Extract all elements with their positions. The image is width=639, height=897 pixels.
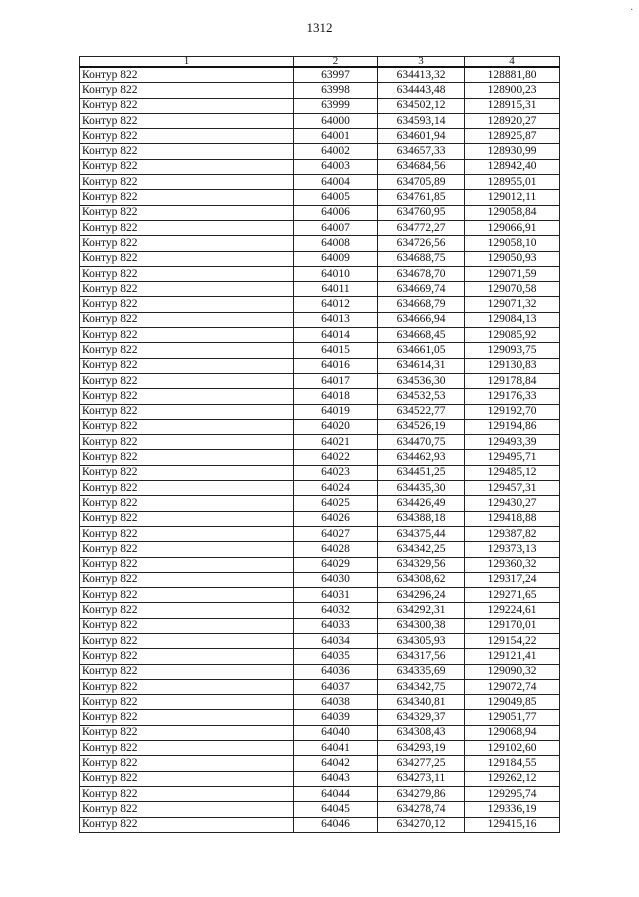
y-coordinate-cell: 129051,77	[465, 710, 560, 725]
point-number-cell: 64011	[294, 282, 378, 297]
point-number-cell: 64009	[294, 251, 378, 266]
y-coordinate-cell: 129058,84	[465, 205, 560, 220]
point-number-cell: 64003	[294, 159, 378, 174]
contour-name-cell: Контур 822	[80, 312, 294, 327]
table-row	[80, 603, 560, 618]
point-number-cell: 64042	[294, 756, 378, 771]
point-number-cell: 64027	[294, 526, 378, 541]
point-number-cell: 64018	[294, 389, 378, 404]
table-row	[80, 511, 560, 526]
x-coordinate-cell: 634278,74	[378, 802, 465, 817]
point-number-cell: 64044	[294, 786, 378, 801]
point-number-cell: 64039	[294, 710, 378, 725]
contour-name-cell: Контур 822	[80, 83, 294, 98]
point-number-cell: 64038	[294, 695, 378, 710]
x-coordinate-cell: 634305,93	[378, 633, 465, 648]
contour-name-cell: Контур 822	[80, 741, 294, 756]
contour-name-cell: Контур 822	[80, 603, 294, 618]
x-coordinate-cell: 634614,31	[378, 358, 465, 373]
table-row	[80, 741, 560, 756]
x-coordinate-cell: 634526,19	[378, 419, 465, 434]
table-row	[80, 695, 560, 710]
y-coordinate-cell: 129090,32	[465, 664, 560, 679]
y-coordinate-cell: 129485,12	[465, 465, 560, 480]
x-coordinate-cell: 634293,19	[378, 741, 465, 756]
y-coordinate-cell: 128955,01	[465, 175, 560, 190]
y-coordinate-cell: 129262,12	[465, 771, 560, 786]
table-row	[80, 542, 560, 557]
x-coordinate-cell: 634308,43	[378, 725, 465, 740]
point-number-cell: 64041	[294, 741, 378, 756]
point-number-cell: 64043	[294, 771, 378, 786]
y-coordinate-cell: 128920,27	[465, 113, 560, 128]
table-row	[80, 159, 560, 174]
table-row	[80, 633, 560, 648]
table-row	[80, 756, 560, 771]
table-row	[80, 98, 560, 113]
y-coordinate-cell: 129178,84	[465, 373, 560, 388]
y-coordinate-cell: 129495,71	[465, 450, 560, 465]
point-number-cell: 64008	[294, 236, 378, 251]
x-coordinate-cell: 634593,14	[378, 113, 465, 128]
contour-name-cell: Контур 822	[80, 129, 294, 144]
y-coordinate-cell: 129058,10	[465, 236, 560, 251]
table-row	[80, 175, 560, 190]
y-coordinate-cell: 129194,86	[465, 419, 560, 434]
y-coordinate-cell: 129084,13	[465, 312, 560, 327]
x-coordinate-cell: 634388,18	[378, 511, 465, 526]
contour-name-cell: Контур 822	[80, 542, 294, 557]
header-col-4: 4	[465, 57, 560, 68]
table-row	[80, 282, 560, 297]
table-row	[80, 618, 560, 633]
x-coordinate-cell: 634661,05	[378, 343, 465, 358]
contour-name-cell: Контур 822	[80, 419, 294, 434]
x-coordinate-cell: 634329,37	[378, 710, 465, 725]
table-row	[80, 312, 560, 327]
contour-name-cell: Контур 822	[80, 725, 294, 740]
table-row	[80, 144, 560, 159]
table-row	[80, 679, 560, 694]
contour-name-cell: Контур 822	[80, 190, 294, 205]
x-coordinate-cell: 634462,93	[378, 450, 465, 465]
x-coordinate-cell: 634502,12	[378, 98, 465, 113]
contour-name-cell: Контур 822	[80, 756, 294, 771]
x-coordinate-cell: 634342,75	[378, 679, 465, 694]
point-number-cell: 64012	[294, 297, 378, 312]
contour-name-cell: Контур 822	[80, 465, 294, 480]
point-number-cell: 64021	[294, 435, 378, 450]
contour-name-cell: Контур 822	[80, 710, 294, 725]
point-number-cell: 64017	[294, 373, 378, 388]
y-coordinate-cell: 129072,74	[465, 679, 560, 694]
y-coordinate-cell: 129050,93	[465, 251, 560, 266]
table-row	[80, 404, 560, 419]
header-row	[80, 57, 560, 68]
point-number-cell: 64026	[294, 511, 378, 526]
coordinates-table	[79, 56, 560, 833]
contour-name-cell: Контур 822	[80, 526, 294, 541]
contour-name-cell: Контур 822	[80, 450, 294, 465]
x-coordinate-cell: 634760,95	[378, 205, 465, 220]
contour-name-cell: Контур 822	[80, 679, 294, 694]
contour-name-cell: Контур 822	[80, 282, 294, 297]
point-number-cell: 64046	[294, 817, 378, 832]
y-coordinate-cell: 129457,31	[465, 481, 560, 496]
contour-name-cell: Контур 822	[80, 144, 294, 159]
page-number: 1312	[306, 20, 333, 35]
contour-name-cell: Контур 822	[80, 649, 294, 664]
y-coordinate-cell: 129093,75	[465, 343, 560, 358]
x-coordinate-cell: 634435,30	[378, 481, 465, 496]
point-number-cell: 64029	[294, 557, 378, 572]
point-number-cell: 64006	[294, 205, 378, 220]
table-row	[80, 786, 560, 801]
contour-name-cell: Контур 822	[80, 588, 294, 603]
contour-name-cell: Контур 822	[80, 633, 294, 648]
y-coordinate-cell: 129415,16	[465, 817, 560, 832]
point-number-cell: 64000	[294, 113, 378, 128]
table-row	[80, 526, 560, 541]
y-coordinate-cell: 129068,94	[465, 725, 560, 740]
x-coordinate-cell: 634317,56	[378, 649, 465, 664]
x-coordinate-cell: 634726,56	[378, 236, 465, 251]
table-row	[80, 113, 560, 128]
x-coordinate-cell: 634340,81	[378, 695, 465, 710]
y-coordinate-cell: 128942,40	[465, 159, 560, 174]
x-coordinate-cell: 634657,33	[378, 144, 465, 159]
y-coordinate-cell: 128915,31	[465, 98, 560, 113]
table-body	[80, 67, 560, 832]
contour-name-cell: Контур 822	[80, 343, 294, 358]
y-coordinate-cell: 129066,91	[465, 220, 560, 235]
x-coordinate-cell: 634335,69	[378, 664, 465, 679]
x-coordinate-cell: 634292,31	[378, 603, 465, 618]
point-number-cell: 64023	[294, 465, 378, 480]
contour-name-cell: Контур 822	[80, 481, 294, 496]
contour-name-cell: Контур 822	[80, 572, 294, 587]
table-row	[80, 817, 560, 832]
y-coordinate-cell: 129049,85	[465, 695, 560, 710]
point-number-cell: 64004	[294, 175, 378, 190]
y-coordinate-cell: 128930,99	[465, 144, 560, 159]
y-coordinate-cell: 129071,59	[465, 266, 560, 281]
contour-name-cell: Контур 822	[80, 786, 294, 801]
y-coordinate-cell: 129317,24	[465, 572, 560, 587]
contour-name-cell: Контур 822	[80, 435, 294, 450]
table-row	[80, 496, 560, 511]
point-number-cell: 64001	[294, 129, 378, 144]
table-row	[80, 771, 560, 786]
contour-name-cell: Контур 822	[80, 205, 294, 220]
header-col-1: 1	[80, 57, 294, 68]
x-coordinate-cell: 634666,94	[378, 312, 465, 327]
y-coordinate-cell: 129130,83	[465, 358, 560, 373]
header-col-2: 2	[294, 57, 378, 68]
x-coordinate-cell: 634684,56	[378, 159, 465, 174]
x-coordinate-cell: 634342,25	[378, 542, 465, 557]
y-coordinate-cell: 129493,39	[465, 435, 560, 450]
table-row	[80, 450, 560, 465]
contour-name-cell: Контур 822	[80, 175, 294, 190]
point-number-cell: 64032	[294, 603, 378, 618]
x-coordinate-cell: 634300,38	[378, 618, 465, 633]
x-coordinate-cell: 634270,12	[378, 817, 465, 832]
x-coordinate-cell: 634668,45	[378, 328, 465, 343]
point-number-cell: 64019	[294, 404, 378, 419]
table-row	[80, 802, 560, 817]
x-coordinate-cell: 634705,89	[378, 175, 465, 190]
point-number-cell: 64040	[294, 725, 378, 740]
y-coordinate-cell: 129121,41	[465, 649, 560, 664]
x-coordinate-cell: 634532,53	[378, 389, 465, 404]
table-row	[80, 83, 560, 98]
y-coordinate-cell: 129102,60	[465, 741, 560, 756]
y-coordinate-cell: 129360,32	[465, 557, 560, 572]
contour-name-cell: Контур 822	[80, 236, 294, 251]
table-row	[80, 435, 560, 450]
table-row	[80, 572, 560, 587]
contour-name-cell: Контур 822	[80, 220, 294, 235]
point-number-cell: 64034	[294, 633, 378, 648]
contour-name-cell: Контур 822	[80, 802, 294, 817]
contour-name-cell: Контур 822	[80, 664, 294, 679]
y-coordinate-cell: 128925,87	[465, 129, 560, 144]
table-row	[80, 664, 560, 679]
point-number-cell: 64010	[294, 266, 378, 281]
point-number-cell: 64031	[294, 588, 378, 603]
x-coordinate-cell: 634273,11	[378, 771, 465, 786]
table-header	[80, 57, 560, 68]
point-number-cell: 64024	[294, 481, 378, 496]
x-coordinate-cell: 634668,79	[378, 297, 465, 312]
x-coordinate-cell: 634678,70	[378, 266, 465, 281]
contour-name-cell: Контур 822	[80, 771, 294, 786]
point-number-cell: 64016	[294, 358, 378, 373]
y-coordinate-cell: 129184,55	[465, 756, 560, 771]
y-coordinate-cell: 129373,13	[465, 542, 560, 557]
contour-name-cell: Контур 822	[80, 817, 294, 832]
table-row	[80, 481, 560, 496]
point-number-cell: 63998	[294, 83, 378, 98]
x-coordinate-cell: 634296,24	[378, 588, 465, 603]
x-coordinate-cell: 634688,75	[378, 251, 465, 266]
contour-name-cell: Контур 822	[80, 358, 294, 373]
table-row	[80, 725, 560, 740]
table-row	[80, 129, 560, 144]
x-coordinate-cell: 634329,56	[378, 557, 465, 572]
y-coordinate-cell: 129418,88	[465, 511, 560, 526]
table-row	[80, 710, 560, 725]
table-row	[80, 67, 560, 83]
point-number-cell: 64007	[294, 220, 378, 235]
point-number-cell: 64045	[294, 802, 378, 817]
contour-name-cell: Контур 822	[80, 557, 294, 572]
y-coordinate-cell: 129387,82	[465, 526, 560, 541]
point-number-cell: 64022	[294, 450, 378, 465]
x-coordinate-cell: 634443,48	[378, 83, 465, 98]
contour-name-cell: Контур 822	[80, 328, 294, 343]
y-coordinate-cell: 129176,33	[465, 389, 560, 404]
x-coordinate-cell: 634279,86	[378, 786, 465, 801]
contour-name-cell: Контур 822	[80, 67, 294, 83]
contour-name-cell: Контур 822	[80, 251, 294, 266]
table-row	[80, 557, 560, 572]
table-row	[80, 649, 560, 664]
table-row	[80, 297, 560, 312]
y-coordinate-cell: 129012,11	[465, 190, 560, 205]
table-row	[80, 373, 560, 388]
point-number-cell: 64028	[294, 542, 378, 557]
point-number-cell: 64036	[294, 664, 378, 679]
point-number-cell: 63999	[294, 98, 378, 113]
point-number-cell: 64030	[294, 572, 378, 587]
x-coordinate-cell: 634601,94	[378, 129, 465, 144]
x-coordinate-cell: 634451,25	[378, 465, 465, 480]
point-number-cell: 64033	[294, 618, 378, 633]
contour-name-cell: Контур 822	[80, 389, 294, 404]
point-number-cell: 64014	[294, 328, 378, 343]
y-coordinate-cell: 129336,19	[465, 802, 560, 817]
x-coordinate-cell: 634536,30	[378, 373, 465, 388]
contour-name-cell: Контур 822	[80, 159, 294, 174]
x-coordinate-cell: 634761,85	[378, 190, 465, 205]
x-coordinate-cell: 634470,75	[378, 435, 465, 450]
table-row	[80, 236, 560, 251]
table-row	[80, 205, 560, 220]
table-row	[80, 266, 560, 281]
point-number-cell: 64015	[294, 343, 378, 358]
y-coordinate-cell: 129154,22	[465, 633, 560, 648]
table-row	[80, 328, 560, 343]
point-number-cell: 64035	[294, 649, 378, 664]
y-coordinate-cell: 129070,58	[465, 282, 560, 297]
x-coordinate-cell: 634522,77	[378, 404, 465, 419]
point-number-cell: 64005	[294, 190, 378, 205]
table-row	[80, 465, 560, 480]
contour-name-cell: Контур 822	[80, 404, 294, 419]
y-coordinate-cell: 129071,32	[465, 297, 560, 312]
contour-name-cell: Контур 822	[80, 373, 294, 388]
contour-name-cell: Контур 822	[80, 511, 294, 526]
y-coordinate-cell: 129271,65	[465, 588, 560, 603]
header-col-3: 3	[378, 57, 465, 68]
contour-name-cell: Контур 822	[80, 266, 294, 281]
contour-name-cell: Контур 822	[80, 695, 294, 710]
point-number-cell: 64020	[294, 419, 378, 434]
table-row	[80, 588, 560, 603]
x-coordinate-cell: 634277,25	[378, 756, 465, 771]
point-number-cell: 64025	[294, 496, 378, 511]
point-number-cell: 63997	[294, 67, 378, 83]
x-coordinate-cell: 634413,32	[378, 67, 465, 83]
point-number-cell: 64013	[294, 312, 378, 327]
table-row	[80, 190, 560, 205]
y-coordinate-cell: 129430,27	[465, 496, 560, 511]
table-row	[80, 220, 560, 235]
y-coordinate-cell: 129295,74	[465, 786, 560, 801]
x-coordinate-cell: 634669,74	[378, 282, 465, 297]
point-number-cell: 64002	[294, 144, 378, 159]
contour-name-cell: Контур 822	[80, 297, 294, 312]
x-coordinate-cell: 634308,62	[378, 572, 465, 587]
y-coordinate-cell: 128900,23	[465, 83, 560, 98]
table-row	[80, 343, 560, 358]
y-coordinate-cell: 129192,70	[465, 404, 560, 419]
contour-name-cell: Контур 822	[80, 496, 294, 511]
table-row	[80, 419, 560, 434]
y-coordinate-cell: 129085,92	[465, 328, 560, 343]
x-coordinate-cell: 634772,27	[378, 220, 465, 235]
contour-name-cell: Контур 822	[80, 98, 294, 113]
x-coordinate-cell: 634375,44	[378, 526, 465, 541]
contour-name-cell: Контур 822	[80, 113, 294, 128]
contour-name-cell: Контур 822	[80, 618, 294, 633]
x-coordinate-cell: 634426,49	[378, 496, 465, 511]
corner-mark: .	[630, 2, 633, 13]
point-number-cell: 64037	[294, 679, 378, 694]
table-row	[80, 358, 560, 373]
y-coordinate-cell: 129224,61	[465, 603, 560, 618]
y-coordinate-cell: 129170,01	[465, 618, 560, 633]
y-coordinate-cell: 128881,80	[465, 67, 560, 83]
table-row	[80, 251, 560, 266]
table-row	[80, 389, 560, 404]
